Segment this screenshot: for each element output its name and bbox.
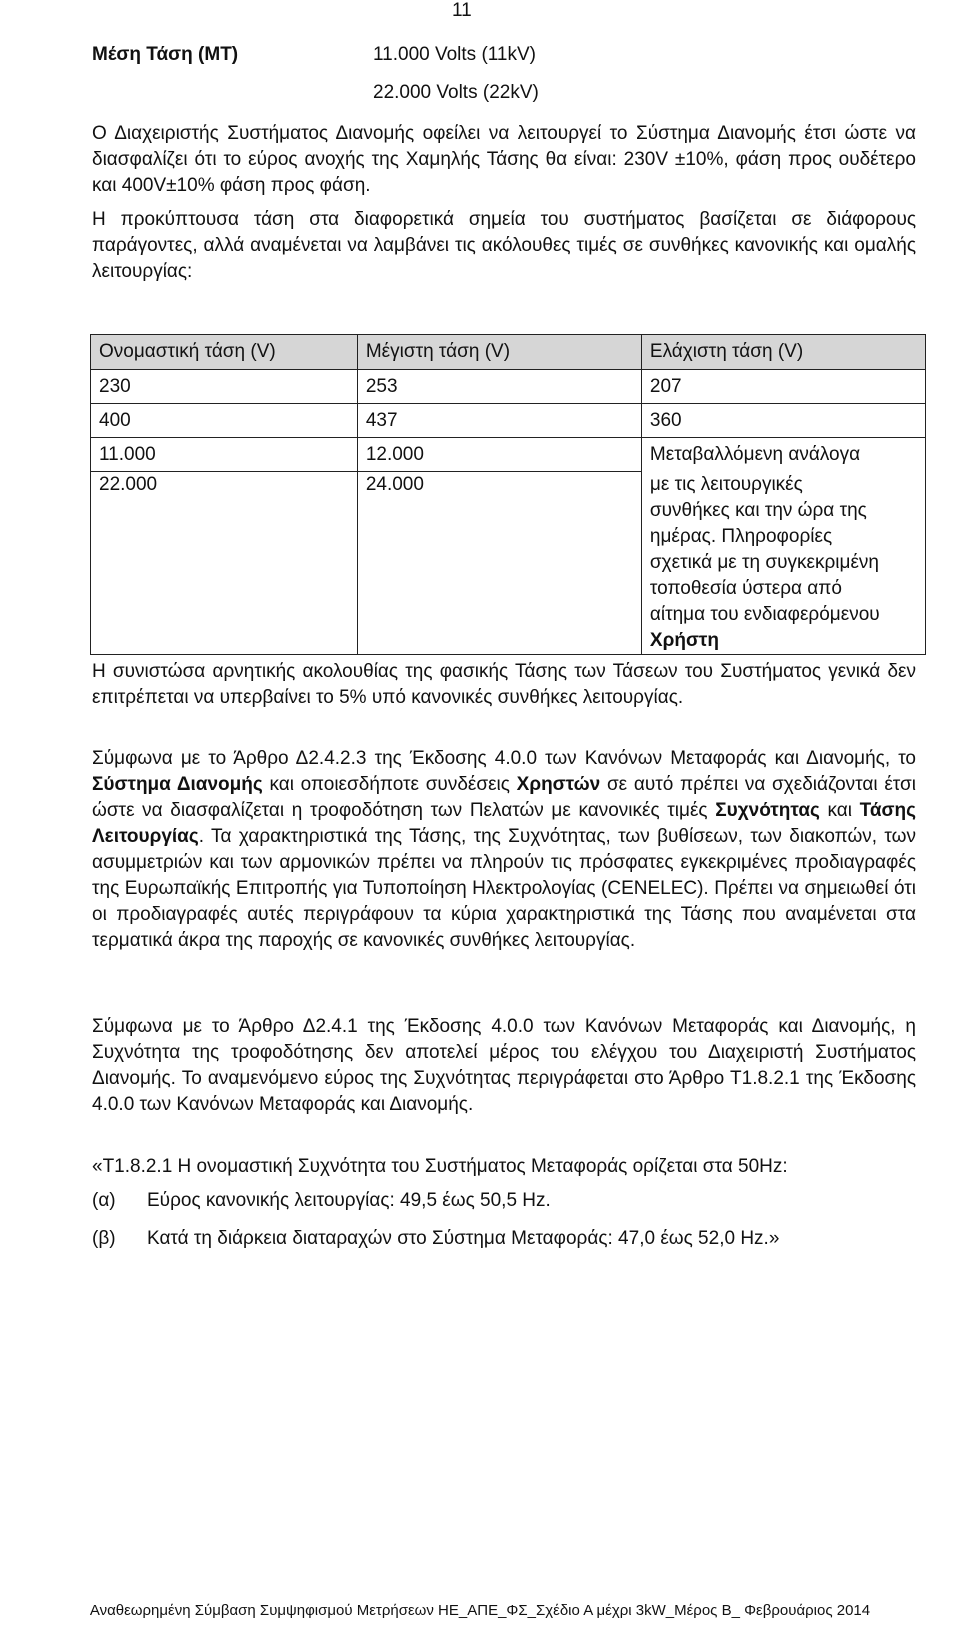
mt-value-22kv: 22.000 Volts (22kV)	[373, 82, 539, 103]
table-cell: Μεταβαλλόμενη ανάλογα	[641, 438, 925, 472]
text-run: και	[819, 800, 860, 821]
list-marker: (β)	[92, 1228, 116, 1249]
table-cell: 22.000	[91, 472, 358, 655]
list-marker: (α)	[92, 1190, 116, 1211]
table-header-row	[91, 335, 926, 370]
page-number: 11	[452, 0, 472, 21]
table-cell: 11.000	[91, 438, 358, 472]
table-cell: 230	[91, 370, 358, 404]
header-min-voltage: Ελάχιστη τάση (V)	[641, 335, 925, 370]
paragraph-negative-sequence: Η συνιστώσα αρνητικής ακολουθίας της φασικής Τάσης των Τάσεων του Συστήματος γενικά δεν επιτρέπεται να υπερβαίνει το 5% υπό κανονικές συνθήκες λειτουργίας.	[92, 661, 916, 708]
mt-label: Μέση Τάση (ΜΤ)	[92, 44, 239, 65]
bold-users: Χρηστών	[516, 774, 601, 795]
list-text: Εύρος κανονικής λειτουργίας: 49,5 έως 50,5 Hz.	[147, 1190, 551, 1211]
table-cell: 207	[641, 370, 925, 404]
paragraph-lv-tolerance: Ο Διαχειριστής Συστήματος Διανομής οφείλει να λειτουργεί το Σύστημα Διανομής έτσι ώστε να διασφαλίζει ότι το εύρος ανοχής της Χαμηλής Τάσης θα είναι: 230V ±10%, φάση προς ουδέτερο και 400V±10% φάση προς φάση.	[92, 123, 916, 196]
text-run: σε αυτό πρέπει να σχεδιάζονται έτσι ώστε να διασφαλίζεται η τροφοδότηση των Πελατών με κανονικές τιμές	[92, 774, 916, 821]
table-cell: 360	[641, 404, 925, 438]
text-run: Σύμφωνα με το Άρθρο Δ2.4.2.3 της Έκδοσης 4.0.0 των Κανόνων Μεταφοράς και Διανομής, το	[92, 748, 916, 769]
mt-value-11kv: 11.000 Volts (11kV)	[373, 44, 537, 65]
note-line: σχετικά με τη συγκεκριμένη	[649, 551, 879, 573]
table-note-cell	[641, 472, 925, 655]
table-cell: 437	[357, 404, 641, 438]
note-line: με τις λειτουργικές	[649, 473, 803, 495]
note-line: αίτημα του ενδιαφερόμενου	[649, 603, 880, 625]
quote-t1821: «Τ1.8.2.1 Η ονομαστική Συχνότητα του Συστήματος Μεταφοράς ορίζεται στα 50Hz:	[92, 1156, 788, 1177]
table-cell: 12.000	[357, 438, 641, 472]
bold-frequency: Συχνότητας	[715, 800, 820, 821]
text-run: . Τα χαρακτηριστικά της Τάσης, της Συχνότητας, των βυθίσεων, των διακοπών, των ασυμμετριών και των αρμονικών πρέπει να πληρούν τις πρόσφατες εγκεκριμένες προδιαγραφές της Ευρωπαϊκής Επιτροπής για Τυποποίηση Ηλεκτρολογίας (CENELEC). Πρέπει να σημειωθεί ότι οι προδιαγραφές αυτές περιγράφουν τα κύρια χαρακτηριστικά της Τάσης που αναμένεται στα τερματικά άκρα της παροχής σε κανονικές συνθήκες λειτουργίας.	[92, 826, 916, 951]
table-cell: 253	[357, 370, 641, 404]
table-row	[91, 438, 926, 472]
bold-distribution-system: Σύστημα Διανομής	[92, 774, 263, 795]
paragraph-article-d2423	[92, 746, 916, 954]
table-row	[91, 370, 926, 404]
table-cell: 400	[91, 404, 358, 438]
note-bold-user: Χρήστη	[649, 629, 720, 651]
text-run: και οποιεσδήποτε συνδέσεις	[262, 774, 517, 795]
page-footer: Αναθεωρημένη Σύμβαση Συμψηφισμού Μετρήσεων ΗΕ_ΑΠΕ_ΦΣ_Σχέδιο Α μέχρι 3kW_Μέρος Β_ Φεβρουάριος 2014	[89, 1602, 871, 1619]
note-line: συνθήκες και την ώρα της	[649, 499, 867, 521]
paragraph-article-d241: Σύμφωνα με το Άρθρο Δ2.4.1 της Έκδοσης 4.0.0 των Κανόνων Μεταφοράς και Διανομής, η Συχνότητα της τροφοδότησης δεν αποτελεί μέρος του ελέγχου του Διαχειριστή Συστήματος Διανομής. Το αναμενόμενο εύρος της Συχνότητας περιγράφεται στο Άρθρο Τ1.8.2.1 της Έκδοσης 4.0.0 των Κανόνων Μεταφοράς και Διανομής.	[92, 1016, 916, 1115]
note-line: τοποθεσία ύστερα από	[649, 577, 842, 599]
table-cell: 24.000	[357, 472, 641, 655]
voltage-table	[90, 334, 926, 655]
paragraph-resulting-voltage: Η προκύπτουσα τάση στα διαφορετικά σημεία του συστήματος βασίζεται σε διάφορους παράγοντες, αλλά αναμένεται να λαμβάνει τις ακόλουθες τιμές σε συνθήκες κανονικής και ομαλής λειτουργίας:	[92, 209, 916, 282]
bold-operating-voltage: Τάσης Λειτουργίας	[92, 800, 917, 847]
table-row	[91, 404, 926, 438]
header-max-voltage: Μέγιστη τάση (V)	[357, 335, 641, 370]
header-nominal-voltage: Ονομαστική τάση (V)	[91, 335, 358, 370]
note-line: ημέρας. Πληροφορίες	[649, 525, 833, 547]
list-text: Κατά τη διάρκεια διαταραχών στο Σύστημα Μεταφοράς: 47,0 έως 52,0 Hz.»	[147, 1228, 780, 1249]
table-row	[91, 472, 926, 655]
